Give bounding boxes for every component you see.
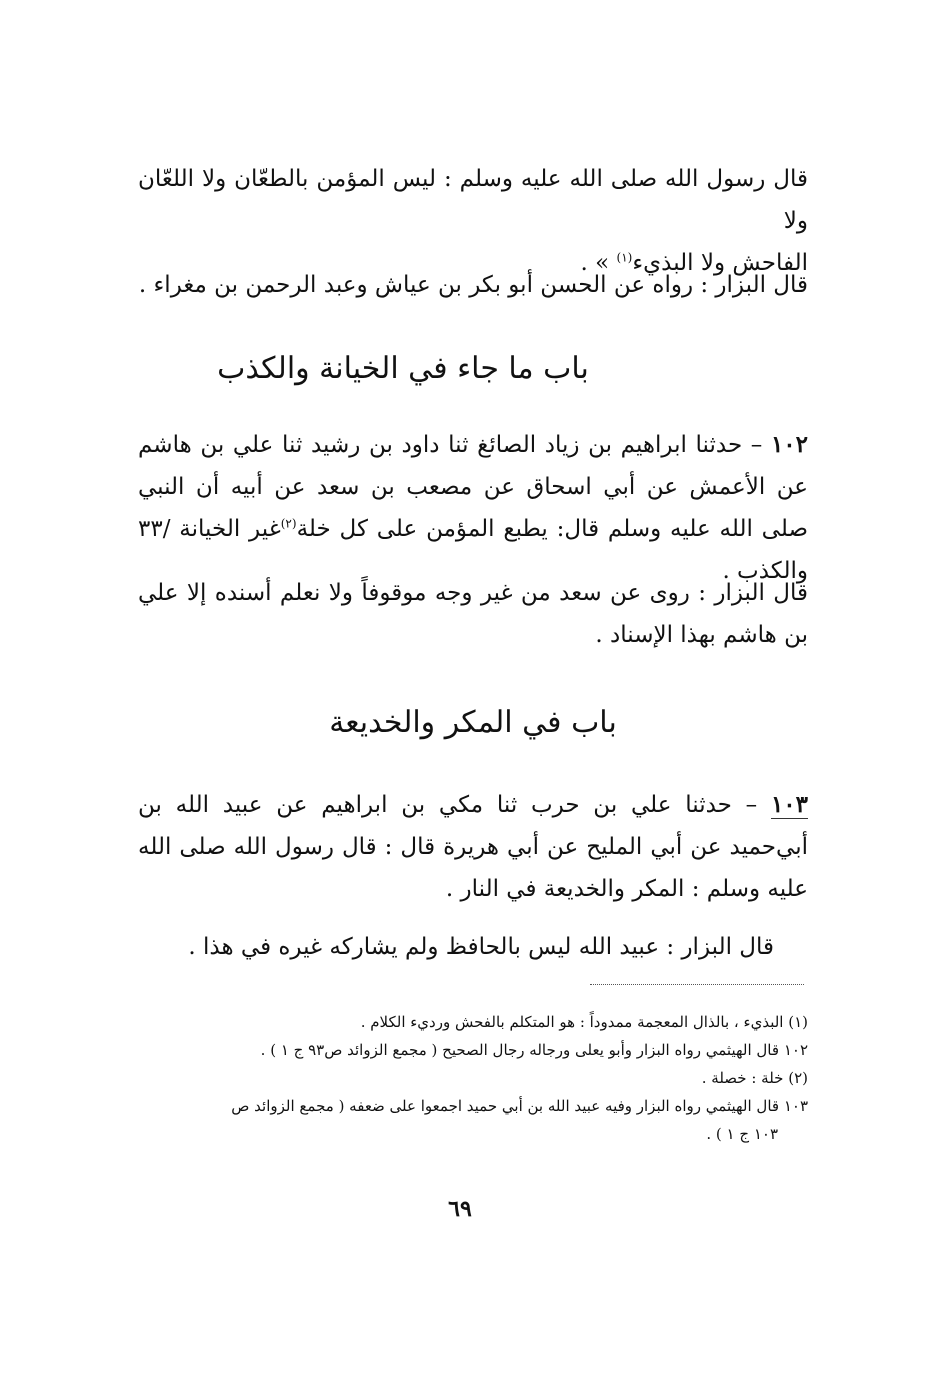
opening-line-2-end: » . (580, 250, 617, 276)
hadith-103 (138, 784, 808, 910)
footnote-103-line-1: ١٠٣ قال الهيثمي رواه البزار وفيه عبيد الله بن أبي حميد اجمعوا على ضعفه ( مجمع الزوائد ص (231, 1097, 808, 1115)
opening-line-1: قال رسول الله صلى الله عليه وسلم : ليس المؤمن بالطعّان ولا اللعّان ولا (138, 166, 808, 234)
footnote-103-line-2: ١٠٣ ج ١ ) . (706, 1125, 778, 1143)
bazzar-comment-1-text: قال البزار : رواه عن الحسن أبو بكر بن عياش وعبد الرحمن بن مغراء . (138, 272, 808, 298)
hadith-102 (138, 424, 808, 592)
hadith-number-103: ١٠٣ (770, 791, 808, 818)
footnote-102: ١٠٢ قال الهيثمي رواه البزار وأبو يعلى ورجاله رجال الصحيح ( مجمع الزوائد ص٩٣ ج ١ ) . (260, 1041, 808, 1059)
footnotes (138, 1008, 808, 1148)
section-heading-deception-text: باب في المكر والخديعة (329, 705, 617, 740)
bazzar-comment-103 (138, 926, 808, 968)
bazzar-comment-1 (138, 264, 808, 306)
page-number: ٦٩ (448, 1196, 472, 1222)
footnote-marker-2: (٢) (280, 516, 297, 531)
hadith-102-text: – حدثنا ابراهيم بن زياد الصائغ ثنا داود بن رشيد ثنا علي بن هاشم عن الأعمش عن أبي اسحاق عن مصعب بن سعد عن أبيه أن النبي صلى الله عليه وسلم قال: يطبع المؤمن على كل خلة (138, 432, 808, 542)
bazzar-comment-102-text: قال البزار : روى عن سعد من غير وجه موقوفاً ولا نعلم أسنده إلا علي بن هاشم بهذا الإسناد . (138, 580, 808, 648)
opening-line-2: الفاحش ولا البذيء (632, 250, 808, 276)
section-heading-treachery-text: باب ما جاء في الخيانة والكذب (217, 351, 589, 386)
bazzar-comment-102 (138, 572, 808, 656)
section-heading-deception (138, 702, 808, 744)
section-heading-treachery (138, 348, 808, 390)
footnote-divider (590, 984, 804, 985)
hadith-number-102: ١٠٢ (770, 431, 808, 458)
footnote-2: (٢) خلة : خصلة . (701, 1069, 808, 1087)
bazzar-comment-103-text: قال البزار : عبيد الله ليس بالحافظ ولم يشاركه غيره في هذا . (188, 934, 774, 960)
footnote-marker-1: (١) (616, 250, 633, 265)
footnote-1: (١) البذيء ، بالذال المعجمة ممدوداً : هو المتكلم بالفحش ورديء الكلام . (360, 1013, 808, 1031)
hadith-103-text: – حدثنا علي بن حرب ثنا مكي بن ابراهيم عن عبيد الله بن أبي‌حميد عن أبي المليح عن أبي هريرة قال : قال رسول الله صلى الله عليه وسلم : المكر والخديعة في النار . (138, 792, 808, 902)
hadith-102-text-end: غير الخيانة /٣٣ والكذب . (138, 516, 808, 584)
